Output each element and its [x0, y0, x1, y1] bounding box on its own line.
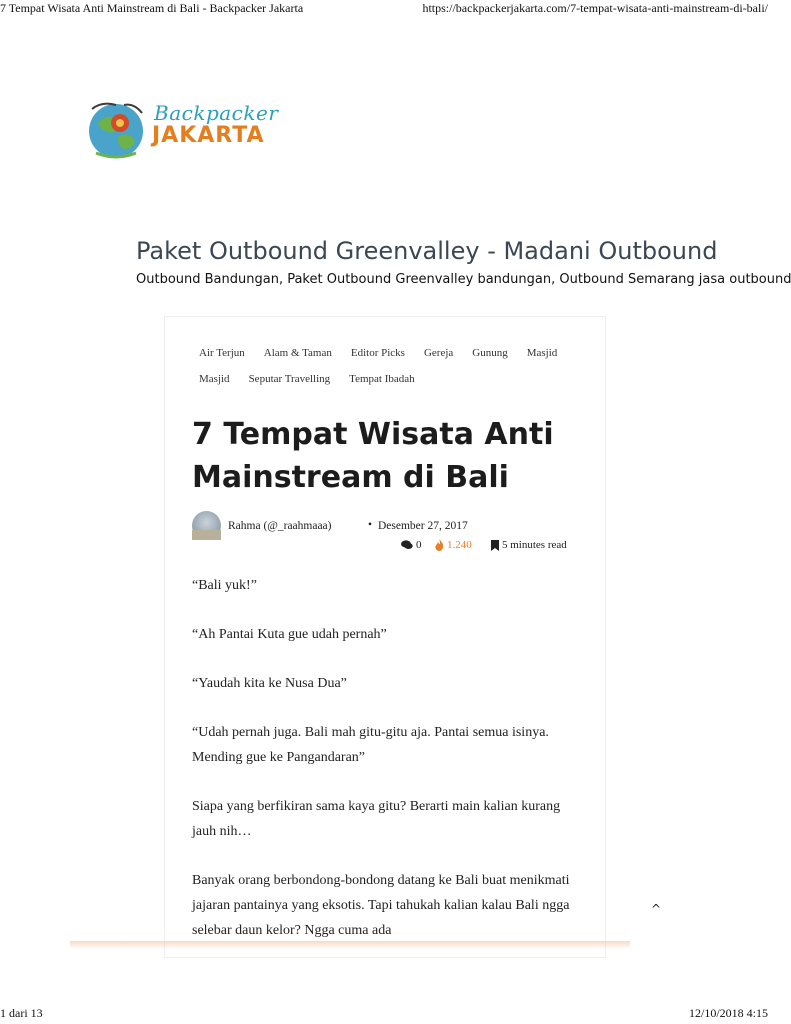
print-datetime: 12/10/2018 4:15 [688, 1006, 768, 1020]
avatar[interactable] [192, 511, 221, 540]
print-header-url: https://backpackerjakarta.com/7-tempat-wisata-anti-mainstream-di-bali/ [422, 1, 768, 15]
scroll-to-top-button[interactable]: ^ [650, 902, 662, 916]
views-count [435, 539, 472, 551]
print-footer [0, 1006, 768, 1024]
read-time [491, 539, 567, 551]
site-logo[interactable] [84, 93, 279, 163]
logo-text-jakarta: JAKARTA [152, 123, 265, 148]
comments-count[interactable] [401, 539, 422, 551]
post-meta [401, 539, 601, 555]
article-paragraph: “Yaudah kita ke Nusa Dua” [192, 676, 347, 691]
article-paragraph: “Udah pernah juga. Bali mah gitu-gitu aja. Pantai semua isinya. Mending gue ke Pangandaran” [192, 725, 549, 765]
post-title-line: Mainstream di Bali [192, 460, 509, 495]
print-header [0, 0, 768, 18]
category-link[interactable]: Seputar Travelling [248, 373, 331, 385]
category-link[interactable]: Gereja [423, 347, 454, 359]
comments-value: 0 [416, 539, 422, 551]
page-count: 1 dari 13 [0, 1006, 43, 1020]
logo-text-backpacker: Backpacker [154, 101, 279, 125]
separator-dot: • [368, 519, 373, 531]
category-link[interactable]: Air Terjun [199, 347, 245, 359]
article-body [192, 573, 577, 967]
category-link[interactable]: Masjid [199, 373, 230, 385]
views-value: 1.240 [447, 539, 472, 551]
category-link[interactable]: Editor Picks [350, 347, 405, 359]
category-link[interactable]: Alam & Taman [263, 347, 332, 359]
post-title [192, 413, 592, 499]
category-link[interactable]: Gunung [472, 347, 508, 359]
banner-title[interactable]: Paket Outbound Greenvalley - Madani Outbound [136, 237, 718, 265]
comment-icon [401, 540, 413, 550]
category-link[interactable]: Tempat Ibadah [349, 373, 415, 385]
fire-icon [435, 539, 444, 551]
article-paragraph: “Bali yuk!” [192, 578, 257, 593]
bottom-shadow-bar [70, 941, 630, 949]
category-row [199, 347, 589, 359]
ad-banner[interactable] [136, 234, 791, 287]
article-card [164, 316, 606, 958]
print-header-title: 7 Tempat Wisata Anti Mainstream di Bali - Backpacker Jakarta [0, 1, 304, 15]
post-date: Desember 27, 2017 [378, 520, 468, 532]
author-link[interactable]: Rahma (@_raahmaaa) [228, 520, 332, 532]
read-time-value: 5 minutes read [502, 539, 567, 551]
banner-subtitle: Outbound Bandungan, Paket Outbound Greenvalley bandungan, Outbound Semarang jasa outbound [136, 272, 791, 287]
article-paragraph: Siapa yang berfikiran sama kaya gitu? Berarti main kalian kurang jauh nih… [192, 799, 561, 839]
globe-logo-icon [84, 97, 148, 161]
post-title-line: 7 Tempat Wisata Anti [192, 417, 554, 452]
bookmark-icon [491, 540, 499, 551]
category-tags [199, 347, 589, 399]
category-link[interactable]: Masjid [526, 347, 558, 359]
author-row [192, 511, 592, 541]
article-paragraph: Banyak orang berbondong-bondong datang ke Bali buat menikmati jajaran pantainya yang eksotis. Tapi tahukah kalian kalau Bali ngga selebar daun kelor? Ngga cuma ada [192, 873, 570, 938]
article-paragraph: “Ah Pantai Kuta gue udah pernah” [192, 627, 387, 642]
category-row [199, 373, 589, 385]
